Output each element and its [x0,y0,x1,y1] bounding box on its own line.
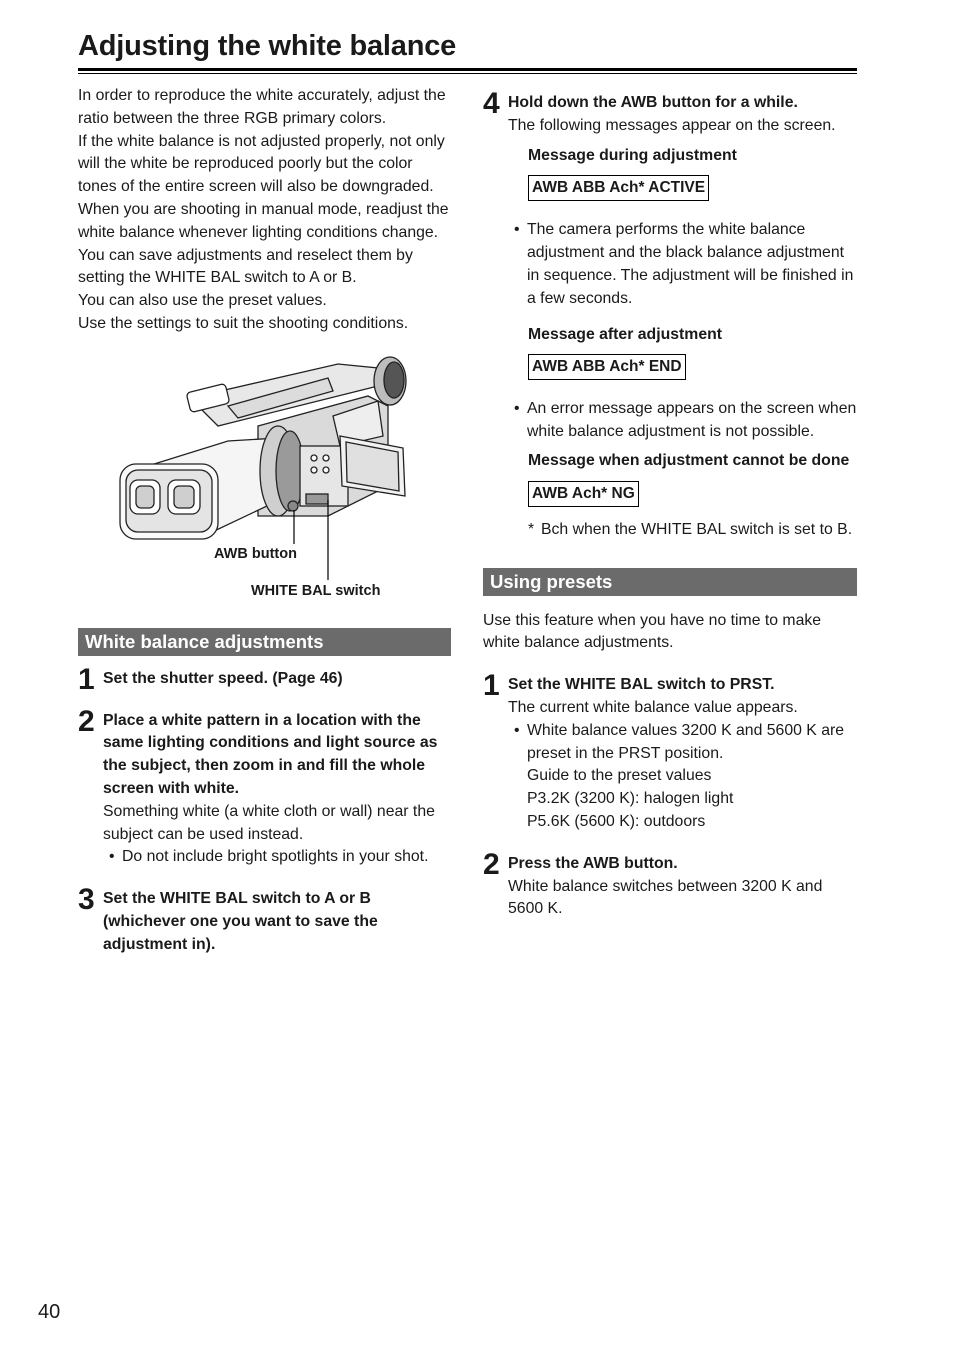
title-rule [78,68,857,71]
preset-guide-item: P3.2K (3200 K): halogen light [527,790,734,808]
step-heading: Set the WHITE BAL switch to A or B (whichever one you want to save the adjustment in). [103,890,378,953]
section-heading-white-balance: White balance adjustments [78,628,451,656]
message-box-active: AWB ABB Ach* ACTIVE [528,175,709,201]
presets-step-2 [483,847,857,921]
right-column [483,87,857,921]
intro-paragraph: You can also use the preset values. [78,292,327,310]
step-heading: Press the AWB button. [508,854,678,872]
wb-step-2 [78,704,451,870]
wb-step-3 [78,883,451,956]
bullet-text: White balance values 3200 K and 5600 K are preset in the PRST position. [527,721,845,762]
message-label: Message when adjustment cannot be done [528,451,850,469]
step-number: 3 [78,883,95,917]
camcorder-illustration [78,346,451,616]
wb-step-4 [483,87,857,542]
presets-intro: Use this feature when you have no time to make white balance adjustments. [483,611,822,652]
page-number: 40 [38,1301,61,1323]
step-body: Something white (a white cloth or wall) near the subject can be used instead. [103,802,435,843]
bullet-text: The camera performs the white balance adjustment and the black balance adjustment in sequence. The adjustment will be finished in a few seconds. [527,221,854,307]
message-block [508,450,857,507]
step-heading: Set the WHITE BAL switch to PRST. [508,676,775,694]
step-body: White balance switches between 3200 K and 5600 K. [508,877,823,918]
preset-guide-item: P5.6K (5600 K): outdoors [527,812,706,830]
awb-button-label: AWB button [214,545,297,562]
footnote-text: Bch when the WHITE BAL switch is set to B. [541,520,853,538]
bullet-item [508,398,857,444]
message-box-ng: AWB Ach* NG [528,481,639,507]
intro-paragraph: You can save adjustments and reselect them by setting the WHITE BAL switch to A or B. [78,246,413,287]
message-box-end: AWB ABB Ach* END [528,354,686,380]
message-block [508,324,857,381]
step-body: The following messages appear on the screen. [508,116,836,134]
page-title: Adjusting the white balance [78,30,457,62]
intro-paragraph: Use the settings to suit the shooting conditions. [78,314,409,332]
intro-paragraph: In order to reproduce the white accurately, adjust the ratio between the three RGB primary colors. [78,87,446,127]
bullet-item [508,720,857,834]
camera-figure [78,346,451,616]
step-number: 2 [78,704,95,738]
intro-text [78,85,451,336]
bullet-text: Do not include bright spotlights in your shot. [122,848,429,866]
preset-guide-heading: Guide to the preset values [527,767,712,785]
footnote-star: * [528,520,535,538]
bullet-dot: • [514,721,520,739]
step-heading: Place a white pattern in a location with the same lighting conditions and light source as the subject, then zoom in and fill the whole screen with white. [103,711,438,797]
bullet-item [508,219,857,310]
step-number: 1 [483,669,500,703]
message-label: Message during adjustment [528,146,737,164]
message-label: Message after adjustment [528,325,723,343]
step-body: The current white balance value appears. [508,698,798,716]
step-number: 1 [78,662,95,696]
bullet-dot: • [514,400,520,418]
step-number: 4 [483,87,500,120]
step-heading: Set the shutter speed. (Page 46) [103,669,343,687]
section-heading-presets: Using presets [483,568,857,596]
bullet-text: An error message appears on the screen when white balance adjustment is not possible. [527,400,857,441]
wb-step-1 [78,662,451,696]
white-bal-switch-label: WHITE BAL switch [251,582,381,599]
step-number: 2 [483,847,500,881]
intro-paragraph: If the white balance is not adjusted properly, not only will the white be reproduced poorly but the color tones of the entire screen will also be downgraded. When you are shooting in manual mode, readjust the white balance whenever lighting conditions change. [78,132,449,241]
footnote [528,519,857,542]
message-block [508,145,857,202]
left-column [78,85,451,957]
title-rule-thin [78,73,857,74]
step-heading: Hold down the AWB button for a while. [508,94,798,111]
bullet-dot: • [514,221,520,239]
bullet-dot: • [109,848,115,866]
bullet-item [103,846,451,869]
presets-step-1 [483,669,857,834]
